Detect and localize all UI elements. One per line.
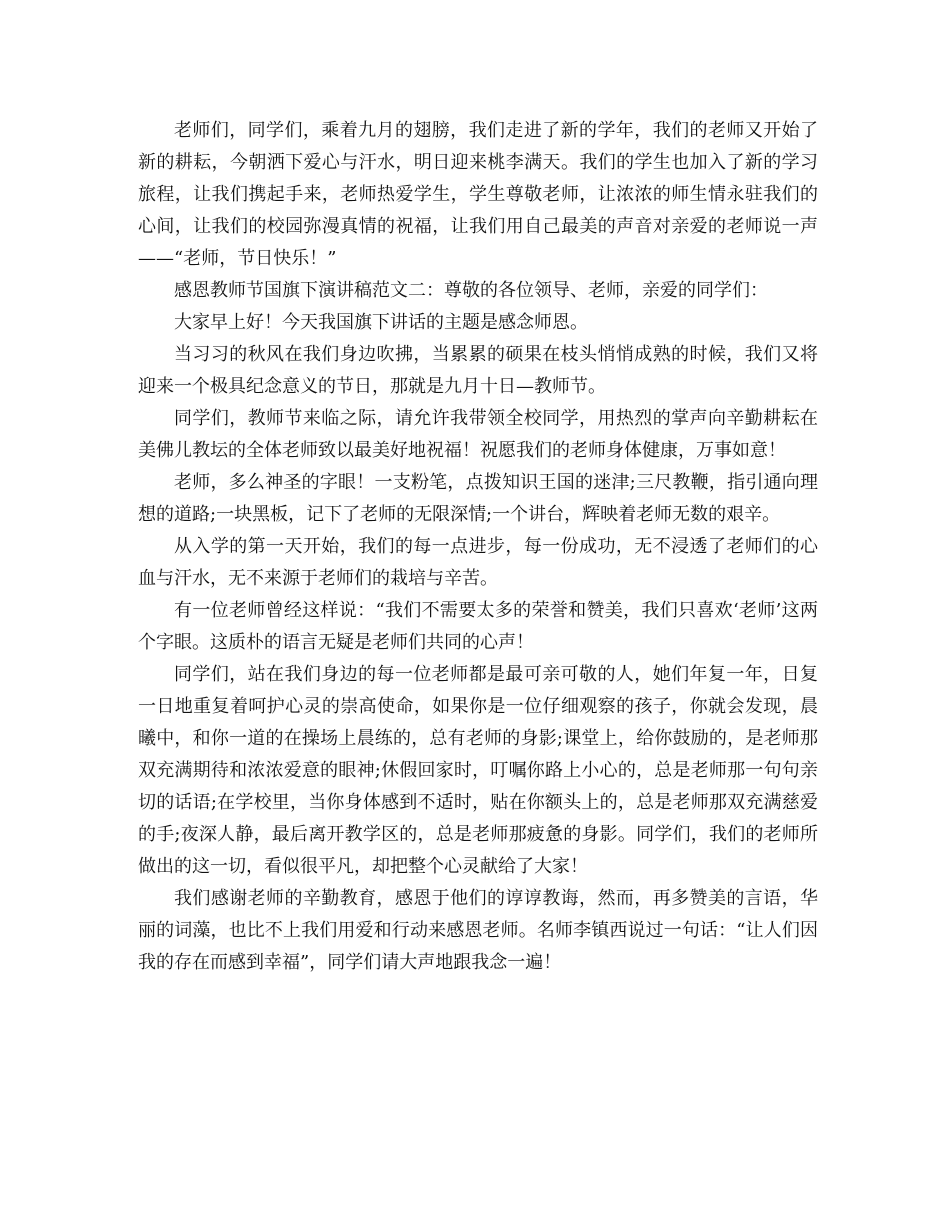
document-body bbox=[138, 115, 818, 979]
paragraph: 同学们，教师节来临之际，请允许我带领全校同学，用热烈的掌声向辛勤耕耘在美佛儿教坛的全体老师致以最美好地祝福！祝愿我们的老师身体健康，万事如意！ bbox=[138, 408, 818, 461]
paragraph: 感恩教师节国旗下演讲稿范文二：尊敬的各位领导、老师，亲爱的同学们： bbox=[174, 280, 768, 301]
paragraph: 我们感谢老师的辛勤教育，感恩于他们的谆谆教诲，然而，再多赞美的言语，华丽的词藻，也比不上我们用爱和行动来感恩老师。名师李镇西说过一句话：“让人们因我的存在而感到幸福”，同学们请大声地跟我念一遍！ bbox=[138, 888, 818, 973]
paragraph: 老师们，同学们，乘着九月的翅膀，我们走进了新的学年，我们的老师又开始了新的耕耘，今朝洒下爱心与汗水，明日迎来桃李满天。我们的学生也加入了新的学习旅程，让我们携起手来，老师热爱学生，学生尊敬老师，让浓浓的师生情永驻我们的心间，让我们的校园弥漫真情的祝福，让我们用自己最美的声音对亲爱的老师说一声——“老师，节日快乐！” bbox=[138, 120, 818, 269]
paragraph: 同学们，站在我们身边的每一位老师都是最可亲可敬的人，她们年复一年，日复一日地重复着呵护心灵的崇高使命，如果你是一位仔细观察的孩子，你就会发现，晨曦中，和你一道的在操场上晨练的，总有老师的身影;课堂上，给你鼓励的，是老师那双充满期待和浓浓爱意的眼神;休假回家时，叮嘱你路上小心的，总是老师那一句句亲切的话语;在学校里，当你身体感到不适时，贴在你额头上的，总是老师那双充满慈爱的手;夜深人静，最后离开教学区的，总是老师那疲惫的身影。同学们，我们的老师所做出的这一切，看似很平凡，却把整个心灵献给了大家！ bbox=[138, 664, 818, 877]
paragraph: 有一位老师曾经这样说：“我们不需要太多的荣誉和赞美，我们只喜欢‘老师’这两个字眼。这质朴的语言无疑是老师们共同的心声！ bbox=[138, 600, 818, 653]
paragraph: 当习习的秋风在我们身边吹拂，当累累的硕果在枝头悄悄成熟的时候，我们又将迎来一个极具纪念意义的节日，那就是九月十日—教师节。 bbox=[138, 344, 818, 397]
paragraph: 老师，多么神圣的字眼！一支粉笔，点拨知识王国的迷津;三尺教鞭，指引通向理想的道路;一块黑板，记下了老师的无限深情;一个讲台，辉映着老师无数的艰辛。 bbox=[138, 472, 818, 525]
paragraph: 从入学的第一天开始，我们的每一点进步，每一份成功，无不浸透了老师们的心血与汗水，无不来源于老师们的栽培与辛苦。 bbox=[138, 536, 818, 589]
paragraph: 大家早上好！今天我国旗下讲话的主题是感念师恩。 bbox=[174, 312, 588, 333]
